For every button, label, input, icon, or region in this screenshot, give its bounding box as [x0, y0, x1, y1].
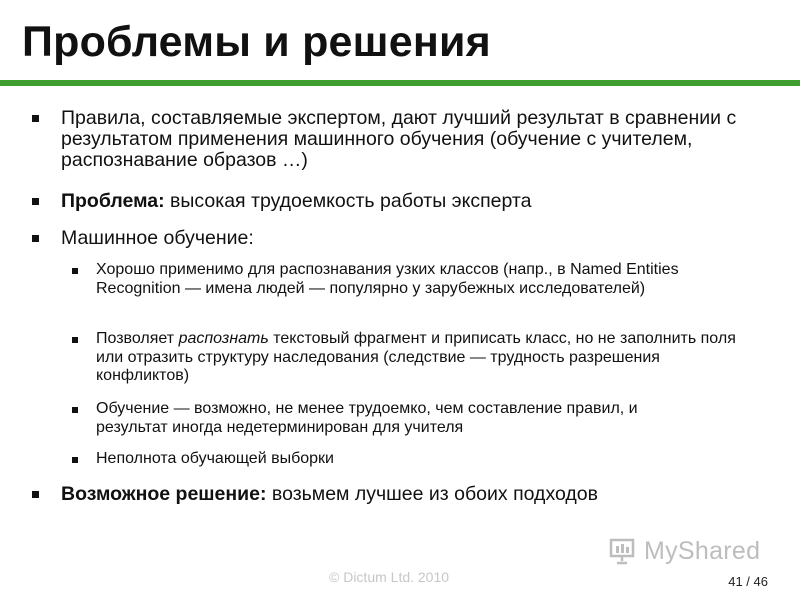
sub-bullet-marker	[72, 268, 78, 274]
problem-text: высокая трудоемкость работы эксперта	[164, 190, 532, 212]
solution-label: Возможное решение:	[61, 483, 267, 505]
bullet-rules-better: Правила, составляемые экспертом, дают лучший результат в сравнении с результатом применения машинного обучения (обучение с учителем, распознавание образов …)	[61, 107, 737, 171]
solution-text: возьмем лучшее из обоих подходов	[266, 483, 598, 505]
bullet-marker	[32, 491, 39, 498]
bullet-possible-solution	[61, 484, 761, 505]
recognize-emphasis: распознать	[178, 330, 269, 347]
page-number: 41 / 46	[728, 574, 768, 589]
bullet-marker	[32, 115, 39, 122]
sub-bullet-incomplete-sample: Неполнота обучающей выборки	[96, 450, 334, 467]
title-underline	[0, 80, 800, 86]
bullet-problem	[61, 191, 761, 212]
sub-bullet-marker	[72, 407, 78, 413]
bullet-marker	[32, 235, 39, 242]
sub-bullet-recognize-fragment	[96, 330, 756, 386]
recognize-prefix: Позволяет	[96, 330, 179, 347]
myshared-logo-icon	[608, 536, 638, 566]
myshared-watermark	[608, 536, 760, 566]
bullet-marker	[32, 198, 39, 205]
watermark-text: MyShared	[644, 536, 761, 565]
slide-title: Проблемы и решения	[22, 18, 491, 66]
bullet-machine-learning: Машинное обучение:	[61, 227, 254, 249]
recognize-suffix: текстовый фрагмент и приписать класс, но не заполнить поля или отразить структуру наследования (следствие — трудность разрешения конфликтов)	[96, 330, 736, 384]
problem-label: Проблема:	[61, 190, 165, 212]
sub-bullet-marker	[72, 337, 78, 343]
footer-copyright: © Dictum Ltd. 2010	[329, 569, 450, 585]
sub-bullet-marker	[72, 457, 78, 463]
sub-bullet-narrow-classes: Хорошо применимо для распознавания узких классов (напр., в Named Entities Recognition — имена людей — популярно у зарубежных исследователей)	[96, 261, 679, 297]
sub-bullet-learning-effort: Обучение — возможно, не менее трудоемко, чем составление правил, и результат иногда недетерминирован для учителя	[96, 400, 638, 436]
